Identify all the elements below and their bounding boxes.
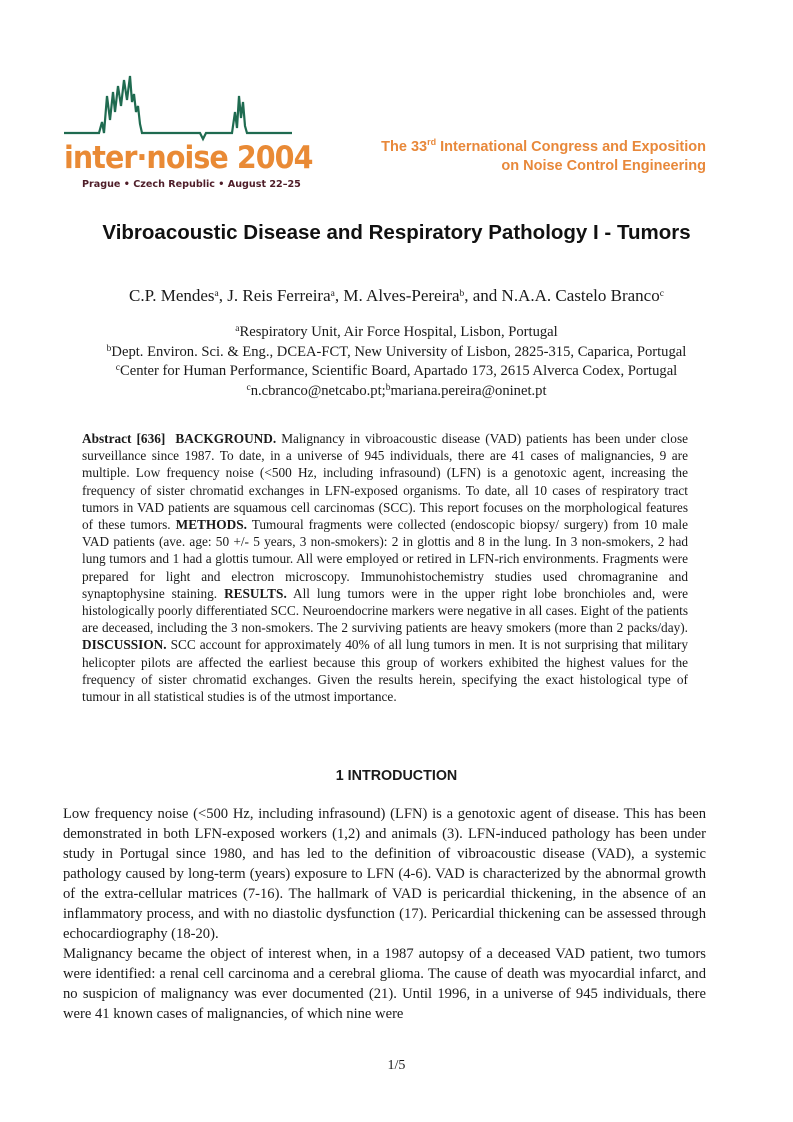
conference-logo xyxy=(62,72,313,192)
logo-tagline: Prague • Czech Republic • August 22–25 xyxy=(82,179,301,190)
paragraph: Low frequency noise (<500 Hz, including infrasound) (LFN) is a genotoxic agent of disease. This has been demonstrated in both LFN-exposed workers (1,2) and animals (3). LFN-induced pathology has been under study in Portugal since 1980, and has led to the definition of vibroacoustic disease (VAD), a systemic pathology caused by long-term (years) exposure to LFN (4-6). VAD is characterized by the abnormal growth of the extra-cellular matrices (7-16). The hallmark of VAD is pericardial thickening, in the absence of an inflammatory process, and with no diastolic dysfunction (17). Pericardial thickening can be assessed through echocardiography (18-20). xyxy=(63,806,706,942)
affiliation: $^a$Respiratory Unit, Air Force Hospital, Lisbon, Portugal xyxy=(235,324,558,340)
paper-title: Vibroacoustic Disease and Respiratory Pathology I - Tumors xyxy=(102,221,691,244)
congress-line-2: on Noise Control Engineering xyxy=(501,158,706,174)
email-link[interactable]: mariana.pereira@oninet.pt xyxy=(390,382,547,399)
paragraph: Malignancy became the object of interest when, in a 1987 autopsy of a deceased VAD patient, two tumors were identified: a renal cell carcinoma and a cerebral glioma. The cause of death was myocardial infarct, and no suspicion of malignancy was ever documented (21). Until 1996, in a universe of 945 individuals, there were 41 known cases of malignancies, of which nine were xyxy=(63,946,706,1022)
abstract xyxy=(82,430,688,705)
noise-waveform-icon xyxy=(62,72,294,142)
affiliation: $^c$Center for Human Performance, Scientific Board, Apartado 173, 2615 Alverca Codex, Portugal xyxy=(115,363,678,380)
author: N.A.A. Castelo Branco$^c$ xyxy=(501,286,664,305)
abstract-text: Abstract [636] BACKGROUND. Malignancy in vibroacoustic disease (VAD) patients has been under close surveillance since 1987. To date, in a universe of 945 individuals, there are 41 cases of malignancies, 9 are multiple. Low frequency noise (<500 Hz, including infrasound) (LFN) is a genotoxic agent, increasing the frequency of sister chromatid exchanges in LFN-exposed organisms. To date, all 10 cases of respiratory tract tumors in VAD patients are squamous cell carcinomas (SCC). This report focuses on the morphological features of these tumors. METHODS. Tumoural fragments were collected (endoscopic biopsy/ surgery) from 10 male VAD patients (ave. age: 50 +/- 5 years, 3 non-smokers): 2 in glottis and 8 in the lung. In 3 non-smokers, 2 had lung tumors and 1 had a glottis tumour. All were employed or retired in LFN-rich environments. Fragments were prepared for light and electron microscopy. Immunohistochemistry studies used chromagranine and synaptophysine staining. RESULTS. All lung tumors were in the upper right lobe bronchioles and, were histologically poorly differentiated SCC. Neuroendocrine markers were negative in all cases. Eight of the patients are deceased, including the 3 non-smokers. The 2 surviving patients are heavy smokers (more than 2 packs/day). DISCUSSION. SCC account for approximately 40% of all lung tumors in men. It is not surprising that military helicopter pilots are affected the earliest because this group of workers exhibited the highest values for the frequency of sister chromatid exchanges. Given the results herein, specifying the exact histological type of tumour in all statistical studies is of the utmost importance. xyxy=(82,431,689,705)
body-text xyxy=(63,804,706,1024)
logo-wordmark: inter·noise 2004 xyxy=(64,140,313,176)
author: M. Alves-Pereira$^b$, and xyxy=(343,286,502,305)
author: J. Reis Ferreira$^a$, xyxy=(227,286,344,305)
affiliation: $^b$Dept. Environ. Sci. & Eng., DCEA-FCT, New University of Lisbon, 2825-315, Caparica, Portugal xyxy=(106,343,687,360)
contact-emails: $^c$n.cbranco@netcabo.pt;$^b$mariana.pereira@oninet.pt xyxy=(246,382,547,399)
congress-header xyxy=(286,138,706,176)
affiliations xyxy=(56,323,737,401)
page-number: 1/5 xyxy=(387,1058,406,1073)
congress-line-1: The 33rd International Congress and Exposition xyxy=(381,137,706,155)
abstract-label: Abstract [636] xyxy=(82,431,166,446)
email-link[interactable]: n.cbranco@netcabo.pt; xyxy=(250,382,386,399)
section-heading: 1 INTRODUCTION xyxy=(335,768,458,784)
author-list xyxy=(60,285,733,307)
author: C.P. Mendes$^a$, xyxy=(129,286,228,305)
